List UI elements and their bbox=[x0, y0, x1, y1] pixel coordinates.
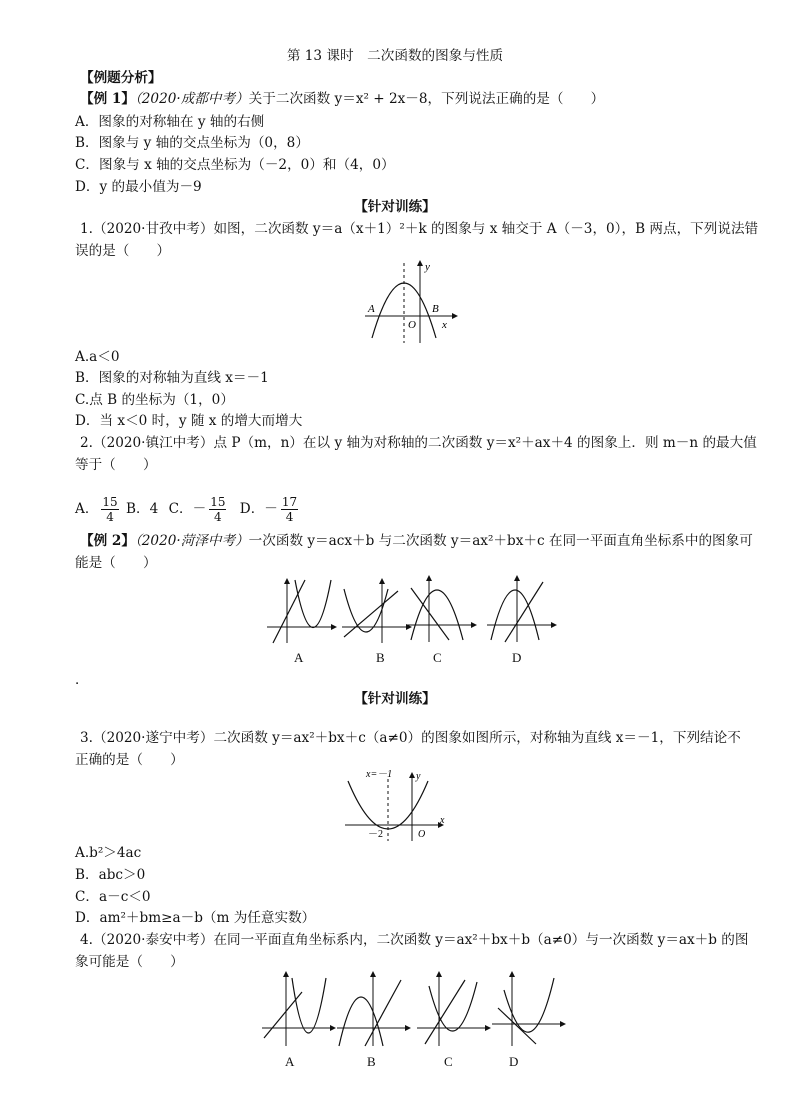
question-1-y-label: y bbox=[425, 261, 430, 273]
question-3-y-label: y bbox=[416, 771, 421, 782]
question-4-label-d: D bbox=[509, 1054, 519, 1069]
example-2-answer-placeholder: ． bbox=[75, 672, 89, 688]
question-1-option-b: B．图象的对称轴为直线 x＝－1 bbox=[75, 370, 269, 386]
question-1-x-label: x bbox=[442, 319, 447, 331]
question-3-stem-line-1: 3.（2020·遂宁中考）二次函数 y＝ax²＋bx＋c（a≠0）的图象如图所示，对称轴为直线 x＝－1，下列结论不 bbox=[80, 730, 741, 746]
question-3-x-label: x bbox=[440, 815, 445, 826]
question-3-axis-label: x=－1 bbox=[366, 769, 393, 780]
question-2-stem-line-1: 2.（2020·镇江中考）点 P（m，n）在以 y 轴为对称轴的二次函数 y＝x²＋ax＋4 的图象上．则 m－n 的最大值 bbox=[80, 435, 757, 451]
page-title: 第 13 课时 二次函数的图象与性质 bbox=[286, 48, 504, 64]
training-header-1: 【针对训练】 bbox=[354, 199, 436, 215]
question-1-point-a-label: A bbox=[368, 303, 375, 315]
question-2-option-a-fraction bbox=[101, 495, 118, 524]
question-2-options bbox=[75, 494, 301, 524]
question-1-stem-line-2: 误的是（ ） bbox=[75, 243, 171, 259]
example-2-label-d: D bbox=[512, 650, 522, 665]
section-example-analysis: 【例题分析】 bbox=[80, 70, 162, 86]
question-4-label-c: C bbox=[444, 1054, 453, 1069]
question-2-option-c-label: C．－ bbox=[168, 501, 207, 517]
question-2-stem-line-2: 等于（ ） bbox=[75, 457, 157, 473]
option-a-denominator: 4 bbox=[106, 510, 114, 524]
option-c-numerator: 15 bbox=[210, 495, 226, 509]
option-d-denominator: 4 bbox=[285, 510, 294, 524]
example-2-stem-line-1 bbox=[80, 531, 753, 551]
question-2-option-d-fraction bbox=[281, 495, 298, 524]
example-1-stem bbox=[80, 89, 604, 109]
question-4-graph-d bbox=[490, 968, 570, 1048]
question-3-option-d: D．am²＋bm≥a－b（m 为任意实数） bbox=[75, 910, 316, 926]
example-1-tag: 【例 1】 bbox=[80, 91, 135, 107]
question-1-option-a: A.a＜0 bbox=[75, 349, 120, 365]
question-4-graph-a bbox=[260, 968, 340, 1048]
question-1-point-b-label: B bbox=[432, 303, 439, 315]
example-1-option-a: A．图象的对称轴在 y 轴的右侧 bbox=[75, 114, 265, 130]
question-1-stem-line-1: 1.（2020·甘孜中考）如图，二次函数 y＝a（x＋1）²＋k 的图象与 x 轴交于 A（－3，0），B 两点，下列说法错 bbox=[80, 221, 759, 237]
option-c-denominator: 4 bbox=[214, 510, 222, 524]
example-2-label-b: B bbox=[376, 650, 385, 665]
question-3-option-b: B．abc＞0 bbox=[75, 867, 146, 883]
question-3-option-c: C．a－c＜0 bbox=[75, 889, 151, 905]
example-2-question: 一次函数 y＝acx＋b 与二次函数 y＝ax²＋bx＋c 在同一平面直角坐标系中的图象可 bbox=[248, 533, 753, 549]
option-d-numerator: 17 bbox=[281, 495, 298, 509]
question-2-option-d-label: D．－ bbox=[239, 501, 278, 517]
example-2-source: （2020·菏泽中考） bbox=[134, 533, 249, 549]
example-1-option-b: B．图象与 y 轴的交点坐标为（0，8） bbox=[75, 135, 309, 151]
question-4-stem-line-1: 4.（2020·泰安中考）在同一平面直角坐标系内，二次函数 y＝ax²＋bx＋b（a≠0）与一次函数 y＝ax＋b 的图 bbox=[80, 932, 749, 948]
example-1-question: 关于二次函数 y＝x² + 2x－8，下列说法正确的是（ ） bbox=[248, 91, 605, 107]
example-2-label-a: A bbox=[294, 650, 304, 665]
example-1-option-d: D．y 的最小值为－9 bbox=[75, 179, 202, 195]
question-3-origin-label: O bbox=[418, 829, 426, 840]
question-4-label-a: A bbox=[285, 1054, 295, 1069]
example-2-graph-a bbox=[265, 575, 340, 645]
question-3-option-a: A.b²＞4ac bbox=[75, 845, 142, 861]
example-2-tag: 【例 2】 bbox=[80, 533, 135, 549]
example-2-label-c: C bbox=[433, 650, 442, 665]
example-2-graph-c bbox=[405, 570, 480, 645]
question-1-figure bbox=[360, 258, 460, 348]
question-1-option-d: D．当 x＜0 时，y 随 x 的增大而增大 bbox=[75, 413, 303, 429]
training-header-2: 【针对训练】 bbox=[354, 691, 436, 707]
question-4-stem-line-2: 象可能是（ ） bbox=[75, 954, 184, 970]
question-3-stem-line-2: 正确的是（ ） bbox=[75, 752, 184, 768]
question-4-label-b: B bbox=[367, 1054, 376, 1069]
question-4-graph-c bbox=[415, 968, 495, 1048]
question-1-origin-label: O bbox=[408, 319, 416, 331]
example-1-option-c: C．图象与 x 轴的交点坐标为（－2，0）和（4，0） bbox=[75, 157, 395, 173]
question-1-option-c: C.点 B 的坐标为（1，0） bbox=[75, 392, 234, 408]
example-1-source: （2020·成都中考） bbox=[134, 91, 249, 107]
example-2-graph-b bbox=[340, 575, 415, 645]
question-2-option-a-label: A． bbox=[75, 501, 99, 517]
question-2-option-c-fraction bbox=[209, 495, 226, 524]
example-2-stem-line-2: 能是（ ） bbox=[75, 555, 157, 571]
question-3-figure bbox=[340, 767, 450, 842]
question-3-minus-two-label: －2 bbox=[368, 829, 383, 840]
question-2-option-b: B．4 bbox=[126, 501, 159, 517]
option-a-numerator: 15 bbox=[102, 495, 118, 509]
question-4-graph-b bbox=[335, 968, 415, 1048]
example-2-graph-d bbox=[485, 570, 560, 645]
